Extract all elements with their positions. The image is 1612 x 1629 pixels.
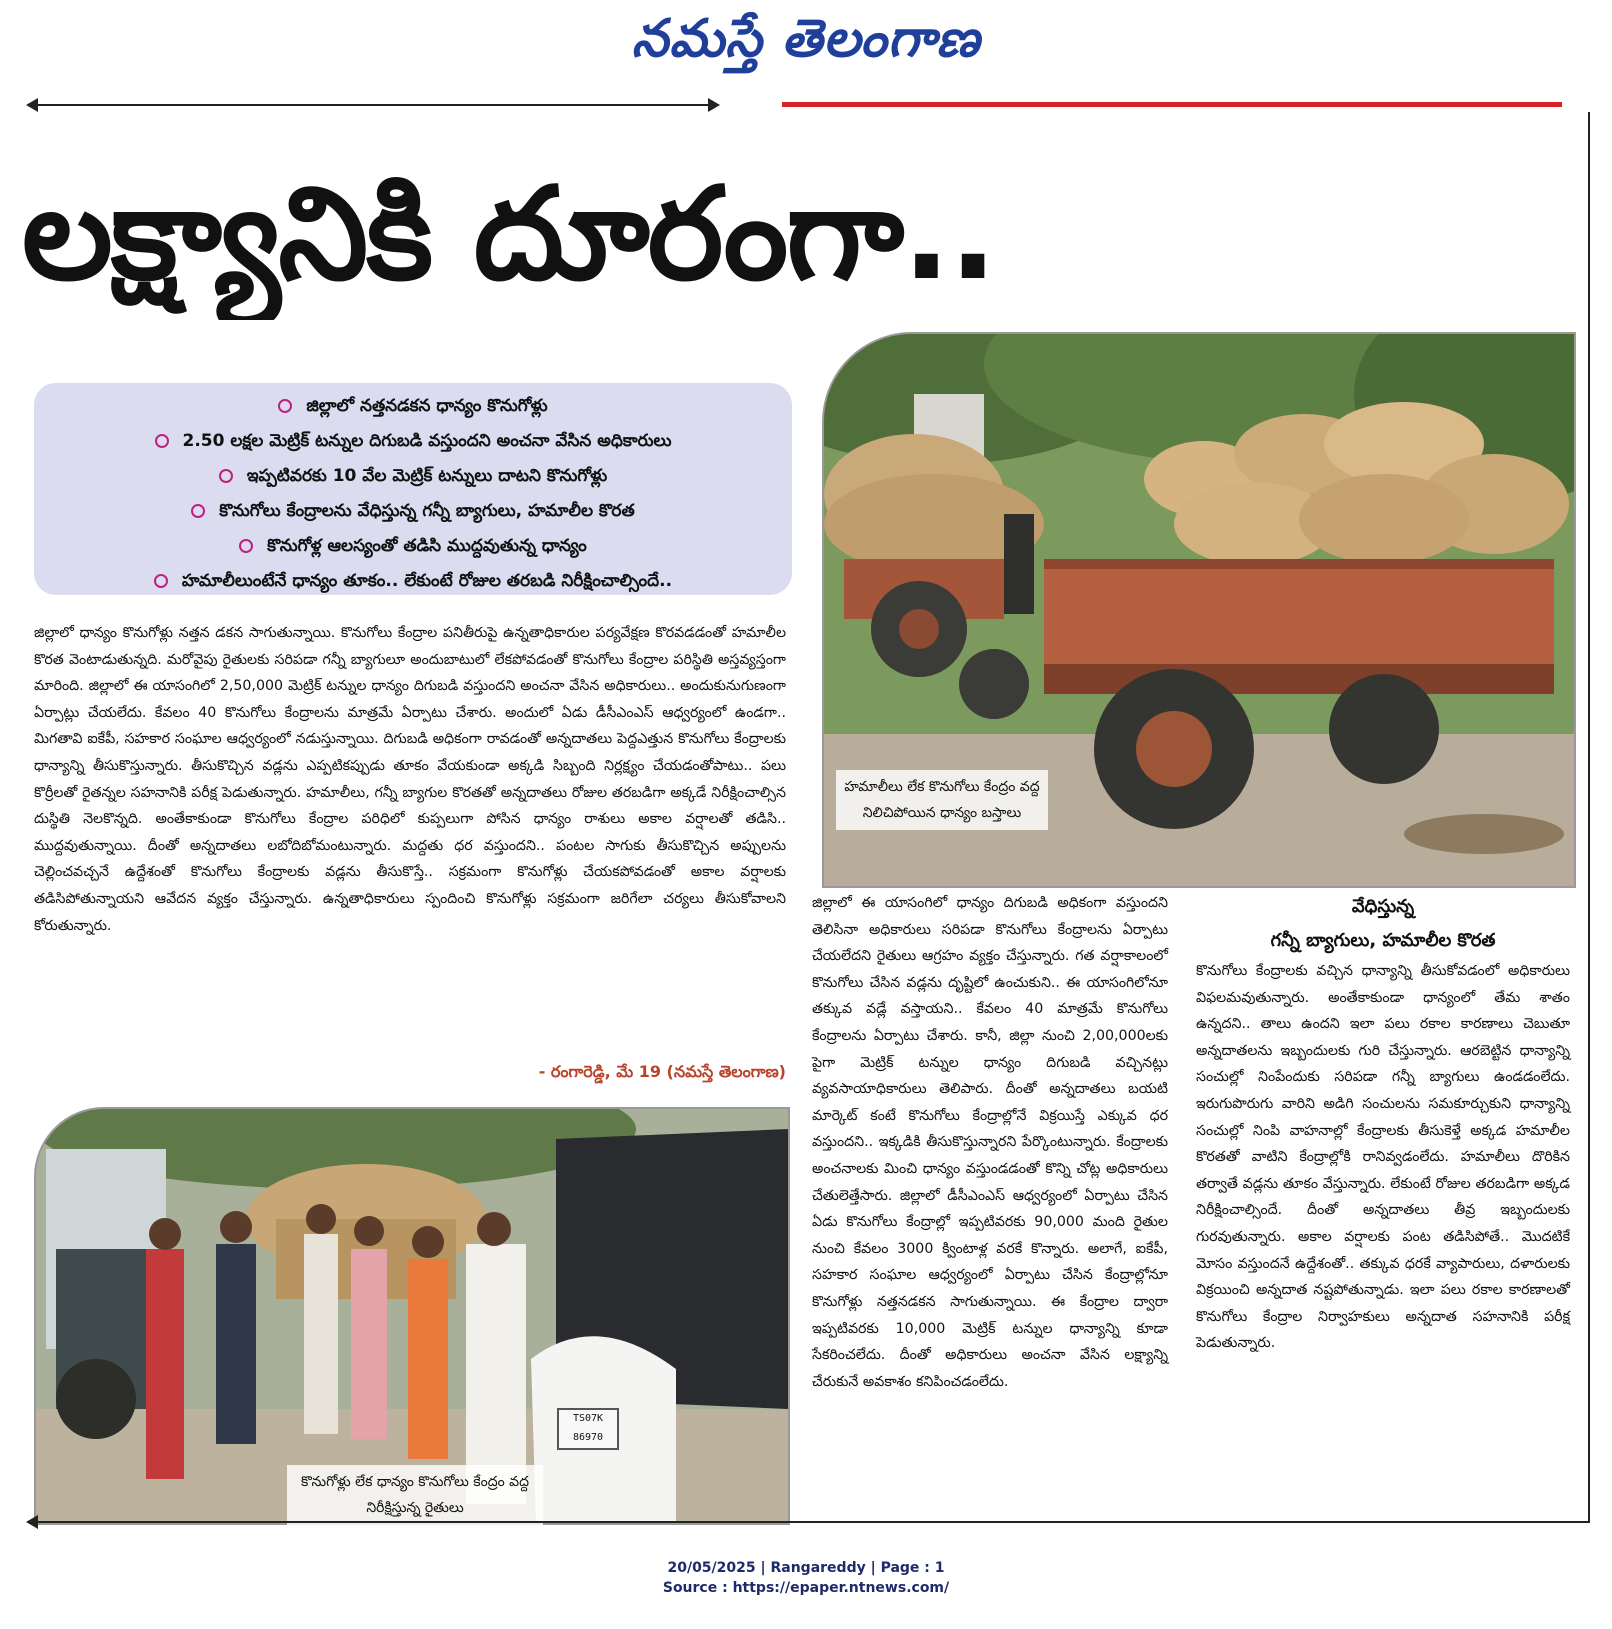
farmers-at-center-photo [34, 1107, 790, 1525]
top-red-rule [782, 102, 1562, 107]
article-column-middle: జిల్లాలో ఈ యాసంగిలో ధాన్యం దిగుబడి అధికంగా వస్తుందని తెలిసినా అధికారులు సరిపడా కొనుగోలు కేంద్రాలను ఏర్పాటు చేయలేదని రైతులు ఆగ్రహం వ్యక్తం చేస్తున్నారు. గత వర్షాకాలంలో కొనుగోలు చేసిన వడ్లను దృష్టిలో ఉంచుకుని.. ఈ యాసంగిలోనూ తక్కువ వడ్లే వస్తాయని.. కేవలం 40 మాత్రమే కొనుగోలు కేంద్రాలను ఏర్పాటు చేశారు. కానీ, జిల్లా నుంచి 2,00,000లకు పైగా మెట్రిక్ టన్నుల ధాన్యం దిగుబడి వచ్చినట్లు వ్యవసాయాధికారులు తెలిపారు. దీంతో అన్నదాతలు బయటి మార్కెట్ కంటే కొనుగోలు కేంద్రాల్లోనే విక్రయిస్తే ఎక్కువ ధర వస్తుందని.. ఇక్కడికి తీసుకొస్తున్నారని పేర్కొంటున్నారు. కేంద్రాలకు అంచనాలకు మించి ధాన్యం వస్తుండడంతో కొన్ని చోట్ల అధికారులు చేతులెత్తేసారు. జిల్లాలో డీసీఎంఎస్ ఆధ్వర్యంలో ఏర్పాటు చేసిన ఏడు కొనుగోలు కేంద్రాల్లో ఇప్పటివరకు 90,000 మంది రైతుల నుంచి కేవలం 3000 క్వింటాళ్ల వరకే కొన్నారు. అలాగే, ఐకేపీ, సహకార సంఘాల ఆధ్వర్యంలో ఏర్పాటు చేసిన కేంద్రాల్లోనూ కొనుగోళ్లు నత్తనడకన సాగుతున్నాయి. ఈ కేంద్రాల ద్వారా ఇప్పటివరకు 10,000 మెట్రిక్ టన్నుల ధాన్యాన్ని కూడా సేకరించలేదు. దీంతో అధికారులు అంచనా వేసిన లక్ష్యాన్ని చేరుకునే అవకాశం కనిపించడంలేదు. [812, 895, 1168, 1390]
right-vertical-rule [1588, 112, 1590, 1522]
page-footer [0, 1558, 1612, 1598]
bottom-rule-arrow [28, 1521, 1590, 1523]
bullet-ring-icon [154, 574, 168, 588]
highlight-item: జిల్లాలో నత్తనడకన ధాన్యం కొనుగోళ్లు [34, 389, 792, 424]
highlight-item: ఇప్పటివరకు 10 వేల మెట్రిక్ టన్నులు దాటని కొనుగోళ్లు [34, 459, 792, 494]
article-column-right-text: కొనుగోలు కేంద్రాలకు వచ్చిన ధాన్యాన్ని తీసుకోవడంలో అధికారులు విఫలమవుతున్నారు. అంతేకాకుండా ధాన్యంలో తేమ శాతం ఉన్నదని.. తాలు ఉందని ఇలా పలు రకాల కారణాలు చెబుతూ అన్నదాతలను ఇబ్బందులకు గురి చేస్తున్నారు. ఆరబెట్టిన ధాన్యాన్ని సంచుల్లో నింపేందుకు సరిపడా గన్నీ బ్యాగులు ఉండడంలేదు. ఇరుగుపొరుగు వారిని అడిగి సంచులను సమకూర్చుకుని ధాన్యాన్ని సంచుల్లో నింపి వాహనాల్లో కేంద్రాలకు తీసుకెళ్తే అక్కడ హమాలీల కొరతతో వాటిని కేంద్రాల్లోకి రానివ్వడంలేదు. హమాలీలు దొరికిన తర్వాతే వడ్లను తూకం వేస్తున్నారు. లేకుంటే రోజుల తరబడిగా అక్కడ నిరీక్షించాల్సిందే. దీంతో అన్నదాతలు తీవ్ర ఇబ్బందులకు గురవుతున్నారు. అకాల వర్షాలకు పంట తడిసిపోతే.. మొదటికే మోసం వస్తుందనే ఉద్దేశంతో.. తక్కువ ధరకే వ్యాపారులు, దళారులకు విక్రయించి అన్నదాత నష్టపోతున్నాడు. ఇలా పలు రకాల కారణాలతో కొనుగోలు కేంద్రాల నిర్వాహకులు అన్నదాత సహనానికి పరీక్ష పెడుతున్నారు. [1196, 963, 1570, 1352]
highlight-item: 2.50 లక్షల మెట్రిక్ టన్నుల దిగుబడి వస్తుందని అంచనా వేసిన అధికారులు [34, 424, 792, 459]
section-subhead-line1: వేధిస్తున్న [1351, 896, 1415, 917]
farmers-photo-illustration [36, 1109, 788, 1523]
bullet-ring-icon [219, 469, 233, 483]
top-rule-arrow [28, 104, 718, 106]
highlight-item: కొనుగోళ్ల ఆలస్యంతో తడిసి ముద్దవుతున్న ధాన్యం [34, 529, 792, 564]
article-dateline: - రంగారెడ్డి, మే 19 (నమస్తే తెలంగాణ) [538, 1062, 786, 1081]
bullet-ring-icon [239, 539, 253, 553]
section-subhead-line2: గన్నీ బ్యాగులు, హమాలీల కొరత [1270, 930, 1496, 951]
bullet-ring-icon [191, 504, 205, 518]
footer-date-edition: 20/05/2025 | Rangareddy | Page : 1 [667, 1560, 945, 1576]
footer-source-link[interactable]: Source : https://epaper.ntnews.com/ [662, 1580, 950, 1596]
highlight-item: కొనుగోలు కేంద్రాలను వేధిస్తున్న గన్నీ బ్యాగులు, హమాలీల కొరత [34, 494, 792, 529]
highlight-item: హమాలీలుంటేనే ధాన్యం తూకం.. లేకుంటే రోజుల తరబడి నిరీక్షించాల్సిందే.. [34, 564, 792, 599]
tractor-photo-caption: హమాలీలు లేక కొనుగోలు కేంద్రం వద్ద నిలిచిపోయిన ధాన్యం బస్తాలు [836, 770, 1048, 830]
highlights-panel [34, 383, 792, 595]
bullet-ring-icon [278, 399, 292, 413]
article-column-right [1196, 890, 1570, 1357]
bullet-ring-icon [155, 434, 169, 448]
headline: లక్ష్యానికి దూరంగా.. [22, 160, 996, 309]
farmers-photo-caption: కొనుగోళ్లు లేక ధాన్యం కొనుగోలు కేంద్రం వద్ద నిరీక్షిస్తున్న రైతులు [287, 1465, 543, 1525]
article-lead-paragraph: జిల్లాలో ధాన్యం కొనుగోళ్లు నత్తన డకన సాగుతున్నాయి. కొనుగోలు కేంద్రాల పనితీరుపై ఉన్నతాధికారుల పర్యవేక్షణ కొరవడడంతో హమాలీల కొరత వెంటాడుతున్నది. మరోవైపు రైతులకు సరిపడా గన్నీ బ్యాగులూ అందుబాటులో లేకపోవడంతో కొనుగోలు కేంద్రాల పరిస్థితి అస్తవ్యస్తంగా మారింది. జిల్లాలో ఈ యాసంగిలో 2,50,000 మెట్రిక్ టన్నుల ధాన్యం దిగుబడి వస్తుందని అంచనా వేసిన అధికారులు.. అందుకునుగుణంగా ఏర్పాట్లు చేయలేదు. కేవలం 40 కొనుగోలు కేంద్రాలను మాత్రమే ఏర్పాటు చేశారు. అందులో ఏడు డీసీఎంఎస్ ఆధ్వర్యంలో ఉండగా.. మిగతావి ఐకేపీ, సహకార సంఘాల ఆధ్వర్యంలో నడుస్తున్నాయి. దిగుబడి అధికంగా రావడంతో అన్నదాతలు పెద్దఎత్తున కొనుగోలు కేంద్రాలకు ధాన్యాన్ని తీసుకొస్తున్నారు. తీసుకొచ్చిన వడ్లను ఎప్పటికప్పుడు తూకం వేయకుండా అక్కడి సిబ్బంది నిర్లక్ష్యం చేయడంతోపాటు.. పలు కొర్రీలతో రైతన్నల సహనానికి పరీక్ష పెడుతున్నారు. హమాలీలు, గన్నీ బ్యాగుల కొరతతో అన్నదాతలు రోజుల తరబడిగా అక్కడే నిరీక్షించాల్సిన దుస్థితి నెలకొన్నది. అంతేకాకుండా కొనుగోలు కేంద్రాల పరిధిలో కుప్పలుగా పోసిన ధాన్యం రాశులు అకాల వర్షాలతో తడిసి.. ముద్దవుతున్నాయి. దీంతో అన్నదాతలు లబోదిబోమంటున్నారు. మద్దతు ధర వస్తుందని.. పంటల సాగుకు తీసుకొచ్చిన అప్పులను చెల్లించవచ్చనే ఉద్దేశంతో కొనుగోలు కేంద్రాలకు వడ్లను తీసుకొస్తే.. సక్రమంగా కొనుగోళ్లు చేయకపోవడంతో అకాల వర్షాలకు తడిసిపోతున్నాయని ఆవేదన వ్యక్తం చేస్తున్నారు. ఉన్నతాధికారులు స్పందించి కొనుగోళ్లు సక్రమంగా జరిగేలా చర్యలు తీసుకోవాలని కోరుతున్నారు. [34, 625, 786, 934]
masthead-logo: నమస్తే తెలంగాణ [631, 8, 981, 69]
vehicle-number-plate: TS07K 86970 [572, 1413, 604, 1443]
